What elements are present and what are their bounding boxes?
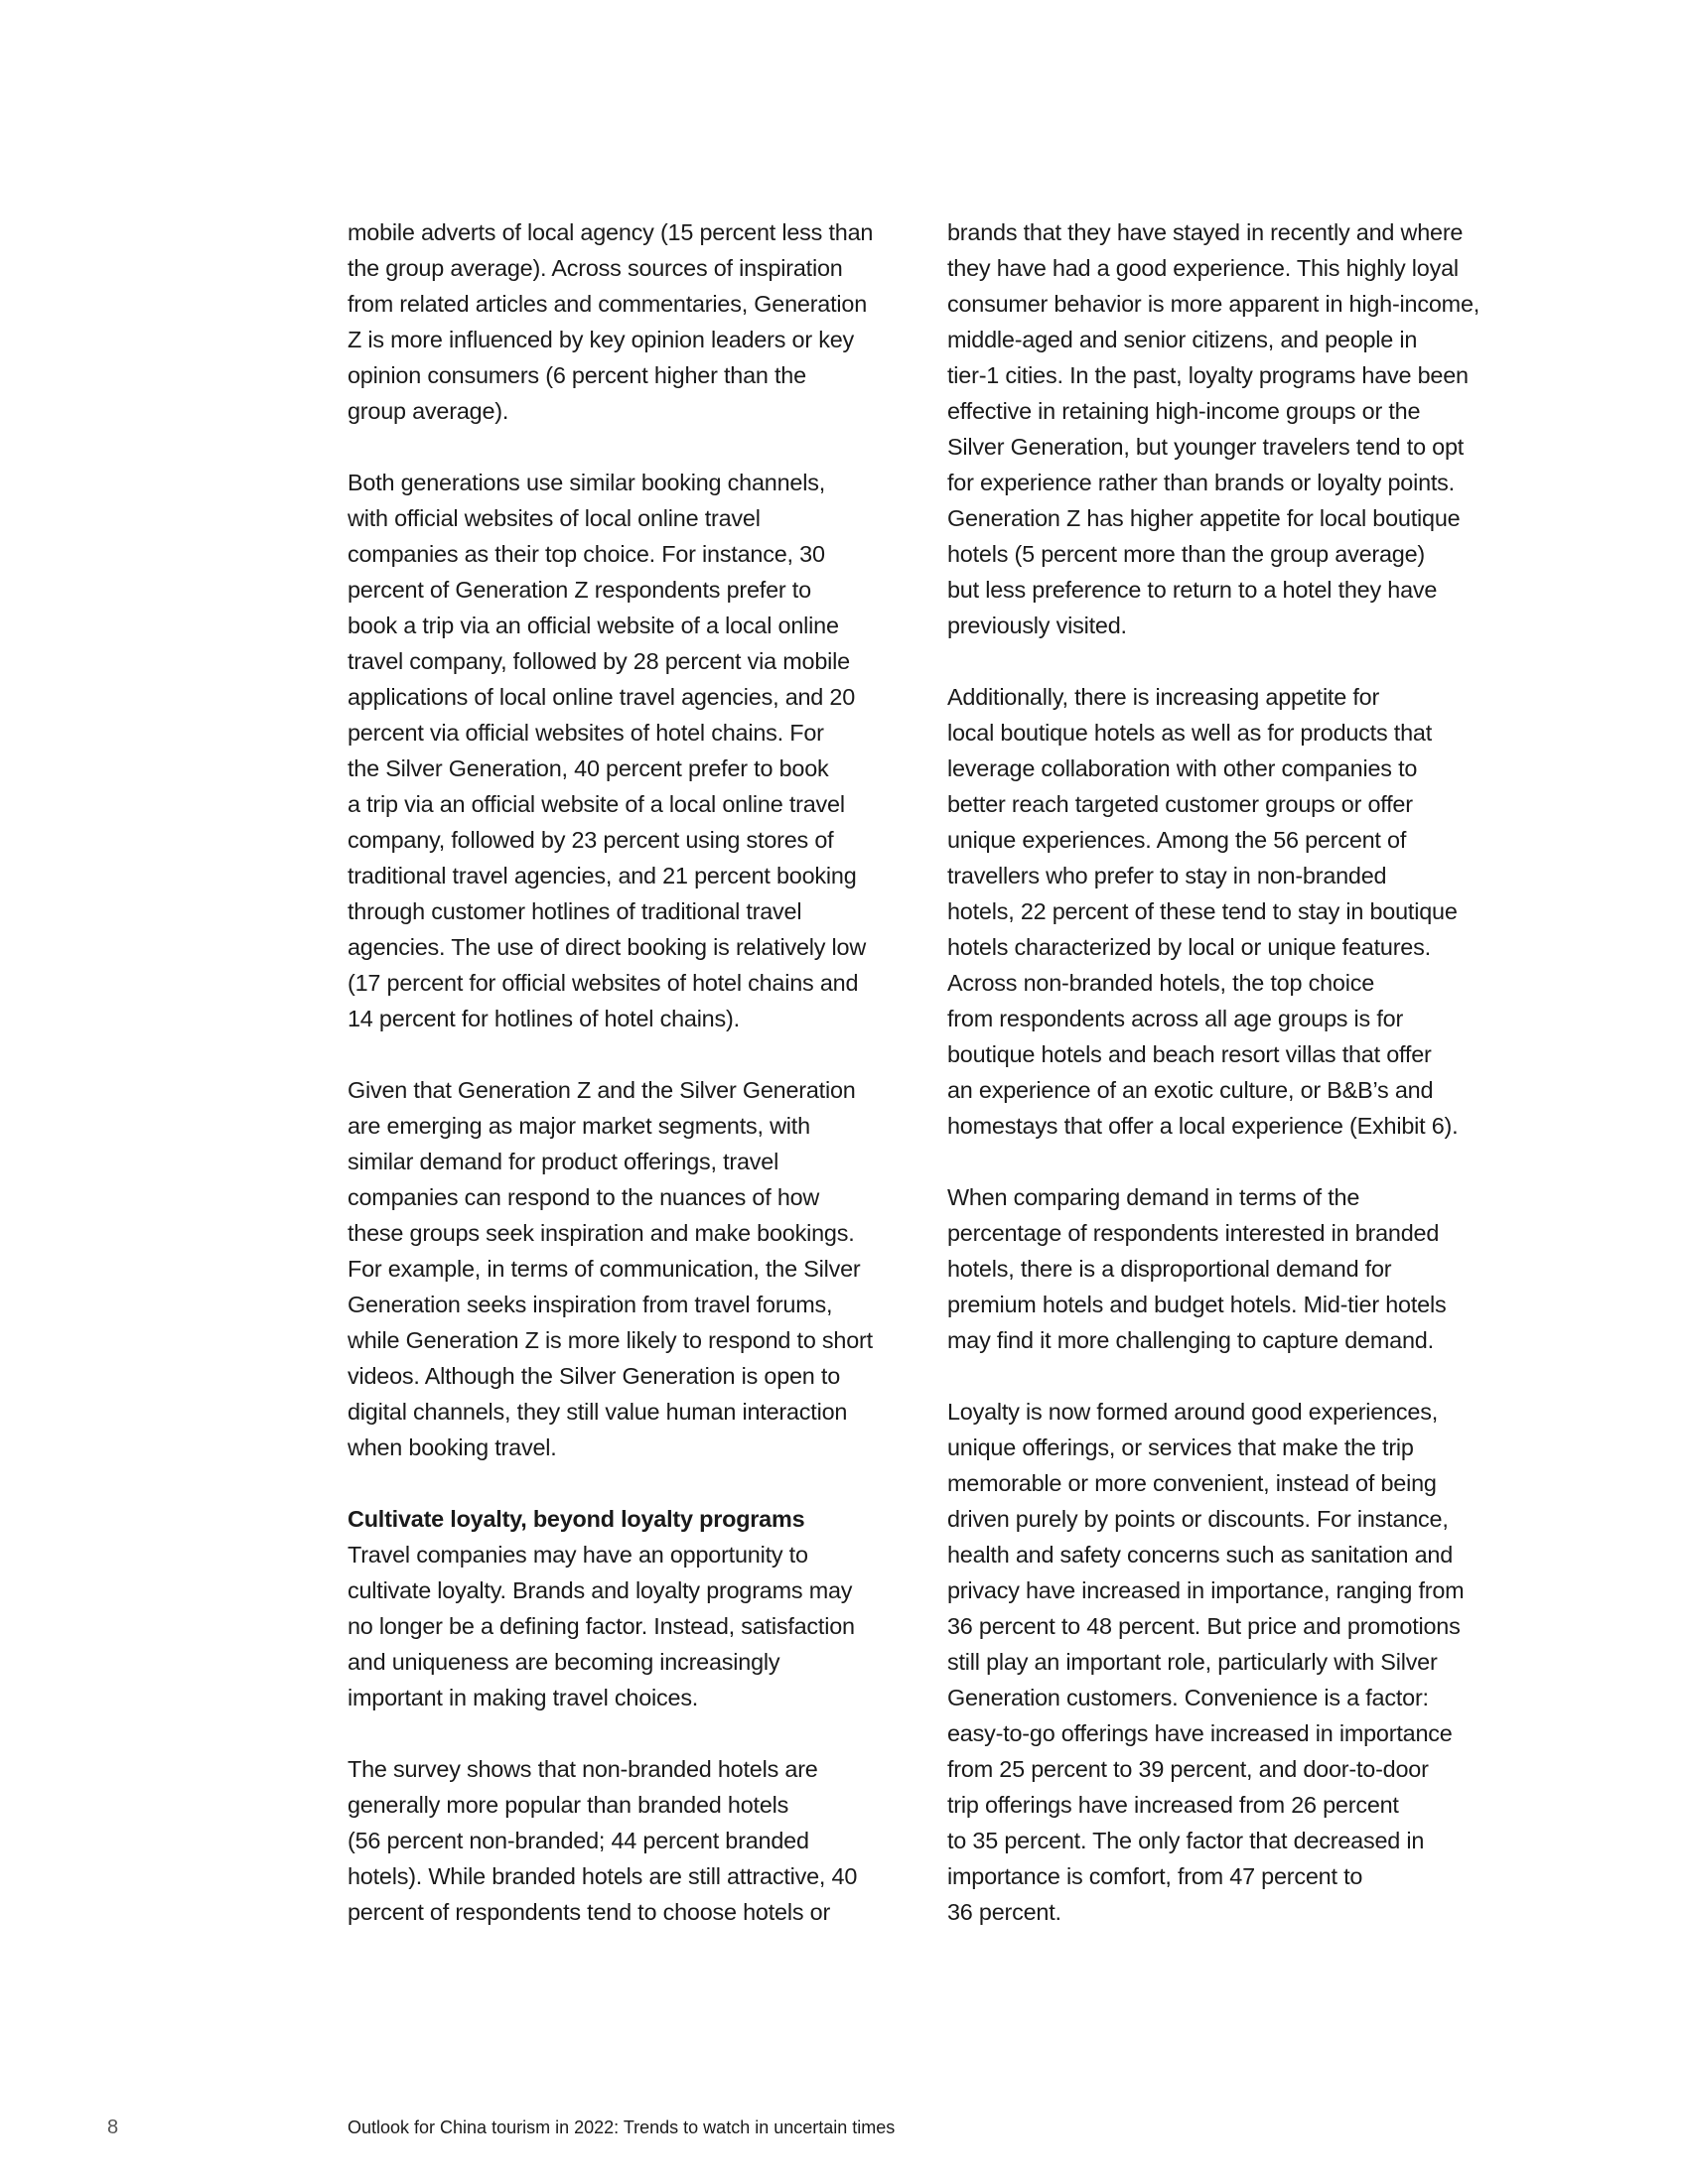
text-line: hotels (5 percent more than the group average) [947, 541, 1425, 567]
right-paragraph-3 [947, 1179, 1533, 1358]
text-line: important in making travel choices. [348, 1685, 699, 1710]
left-paragraph-3 [348, 1072, 933, 1465]
text-line: leverage collaboration with other companies to [947, 755, 1418, 781]
text-line: trip offerings have increased from 26 percent [947, 1792, 1399, 1818]
text-line: homestays that offer a local experience (Exhibit 6). [947, 1113, 1459, 1139]
right-paragraph-1 [947, 214, 1533, 643]
text-line: health and safety concerns such as sanitation and [947, 1542, 1454, 1568]
text-line: memorable or more convenient, instead of being [947, 1470, 1437, 1496]
text-line: consumer behavior is more apparent in high-income, [947, 291, 1480, 317]
text-line: travel company, followed by 28 percent via mobile [348, 648, 850, 674]
left-paragraph-5 [348, 1751, 933, 1930]
text-line: from respondents across all age groups is for [947, 1006, 1404, 1031]
text-line: Silver Generation, but younger travelers tend to opt [947, 434, 1465, 460]
text-line: companies as their top choice. For instance, 30 [348, 541, 825, 567]
text-line: When comparing demand in terms of the [947, 1184, 1360, 1210]
text-line: from related articles and commentaries, Generation [348, 291, 868, 317]
text-line: Z is more influenced by key opinion leaders or key [348, 327, 855, 352]
text-line: 14 percent for hotlines of hotel chains). [348, 1006, 740, 1031]
text-line: Generation seeks inspiration from travel forums, [348, 1292, 833, 1317]
left-paragraph-4 [348, 1537, 933, 1715]
right-column [947, 214, 1533, 1930]
text-line: but less preference to return to a hotel they have [947, 577, 1438, 603]
text-line: are emerging as major market segments, with [348, 1113, 810, 1139]
text-line: importance is comfort, from 47 percent to [947, 1863, 1363, 1889]
text-line: percentage of respondents interested in branded [947, 1220, 1440, 1246]
right-paragraph-2 [947, 679, 1533, 1144]
text-line: hotels characterized by local or unique features. [947, 934, 1431, 960]
text-line: Loyalty is now formed around good experiences, [947, 1399, 1438, 1425]
text-line: percent of respondents tend to choose hotels or [348, 1899, 831, 1925]
text-line: with official websites of local online travel [348, 505, 761, 531]
text-line: similar demand for product offerings, travel [348, 1149, 779, 1174]
left-paragraph-2 [348, 465, 933, 1036]
text-line: better reach targeted customer groups or offer [947, 791, 1413, 817]
text-line: middle-aged and senior citizens, and people in [947, 327, 1418, 352]
text-line: opinion consumers (6 percent higher than the [348, 362, 806, 388]
text-line: Generation Z has higher appetite for local boutique [947, 505, 1461, 531]
text-line: easy-to-go offerings have increased in importance [947, 1720, 1453, 1746]
text-line: Both generations use similar booking channels, [348, 470, 825, 495]
text-line: driven purely by points or discounts. For instance, [947, 1506, 1449, 1532]
text-line: 36 percent to 48 percent. But price and promotions [947, 1613, 1461, 1639]
text-line: to 35 percent. The only factor that decreased in [947, 1828, 1425, 1853]
text-line: from 25 percent to 39 percent, and door-to-door [947, 1756, 1429, 1782]
text-line: Across non-branded hotels, the top choice [947, 970, 1374, 996]
text-line: an experience of an exotic culture, or B&B’s and [947, 1077, 1434, 1103]
text-line: while Generation Z is more likely to respond to short [348, 1327, 873, 1353]
left-column [348, 214, 933, 1930]
text-line: the Silver Generation, 40 percent prefer to book [348, 755, 829, 781]
text-line: generally more popular than branded hotels [348, 1792, 789, 1818]
paragraph-gap [348, 1715, 933, 1751]
paragraph-gap [348, 429, 933, 465]
text-line: travellers who prefer to stay in non-branded [947, 863, 1387, 888]
text-line: through customer hotlines of traditional travel [348, 898, 802, 924]
text-line: these groups seek inspiration and make bookings. [348, 1220, 855, 1246]
text-line: percent via official websites of hotel chains. For [348, 720, 824, 746]
text-line: applications of local online travel agencies, and 20 [348, 684, 856, 710]
text-line: percent of Generation Z respondents prefer to [348, 577, 811, 603]
text-line: (56 percent non-branded; 44 percent branded [348, 1828, 809, 1853]
text-line: no longer be a defining factor. Instead, satisfaction [348, 1613, 855, 1639]
text-line: effective in retaining high-income groups or the [947, 398, 1421, 424]
text-line: hotels, 22 percent of these tend to stay in boutique [947, 898, 1458, 924]
text-line: may find it more challenging to capture demand. [947, 1327, 1434, 1353]
text-line: for experience rather than brands or loyalty points. [947, 470, 1455, 495]
text-line: local boutique hotels as well as for products that [947, 720, 1432, 746]
text-line: when booking travel. [348, 1434, 557, 1460]
text-line: boutique hotels and beach resort villas that offer [947, 1041, 1432, 1067]
text-line: The survey shows that non-branded hotels are [348, 1756, 818, 1782]
text-line: previously visited. [947, 613, 1127, 638]
paragraph-gap [947, 1358, 1533, 1394]
text-line: companies can respond to the nuances of how [348, 1184, 820, 1210]
text-line: a trip via an official website of a local online travel [348, 791, 845, 817]
text-line: (17 percent for official websites of hotel chains and [348, 970, 859, 996]
text-line: agencies. The use of direct booking is relatively low [348, 934, 867, 960]
text-line: they have had a good experience. This highly loyal [947, 255, 1459, 281]
text-line: hotels, there is a disproportional demand for [947, 1256, 1392, 1282]
footer-title: Outlook for China tourism in 2022: Trends to watch in uncertain times [348, 2117, 896, 2137]
text-line: company, followed by 23 percent using stores of [348, 827, 834, 853]
text-line: still play an important role, particularly with Silver [947, 1649, 1438, 1675]
text-line: Generation customers. Convenience is a factor: [947, 1685, 1429, 1710]
text-line: unique offerings, or services that make the trip [947, 1434, 1414, 1460]
text-line: brands that they have stayed in recently and where [947, 219, 1464, 245]
text-line: and uniqueness are becoming increasingly [348, 1649, 780, 1675]
page-number: 8 [107, 2116, 119, 2138]
text-line: hotels). While branded hotels are still attractive, 40 [348, 1863, 858, 1889]
text-line: unique experiences. Among the 56 percent of [947, 827, 1407, 853]
text-line: traditional travel agencies, and 21 percent booking [348, 863, 857, 888]
text-line: tier-1 cities. In the past, loyalty programs have been [947, 362, 1469, 388]
text-line: book a trip via an official website of a local online [348, 613, 839, 638]
paragraph-gap [947, 1144, 1533, 1179]
text-line: videos. Although the Silver Generation is open to [348, 1363, 841, 1389]
paragraph-gap [348, 1465, 933, 1501]
left-paragraph-1 [348, 214, 933, 429]
text-line: group average). [348, 398, 509, 424]
text-line: 36 percent. [947, 1899, 1061, 1925]
text-line: privacy have increased in importance, ranging from [947, 1577, 1465, 1603]
right-paragraph-4 [947, 1394, 1533, 1930]
text-line: the group average). Across sources of inspiration [348, 255, 843, 281]
text-line: Travel companies may have an opportunity to [348, 1542, 808, 1568]
paragraph-gap [947, 643, 1533, 679]
text-line: Additionally, there is increasing appetite for [947, 684, 1380, 710]
text-line: mobile adverts of local agency (15 percent less than [348, 219, 874, 245]
text-line: For example, in terms of communication, the Silver [348, 1256, 861, 1282]
paragraph-gap [348, 1036, 933, 1072]
text-line: Given that Generation Z and the Silver Generation [348, 1077, 856, 1103]
section-heading: Cultivate loyalty, beyond loyalty programs [348, 1506, 805, 1532]
text-line: digital channels, they still value human interaction [348, 1399, 848, 1425]
text-line: premium hotels and budget hotels. Mid-tier hotels [947, 1292, 1447, 1317]
text-line: cultivate loyalty. Brands and loyalty programs may [348, 1577, 853, 1603]
